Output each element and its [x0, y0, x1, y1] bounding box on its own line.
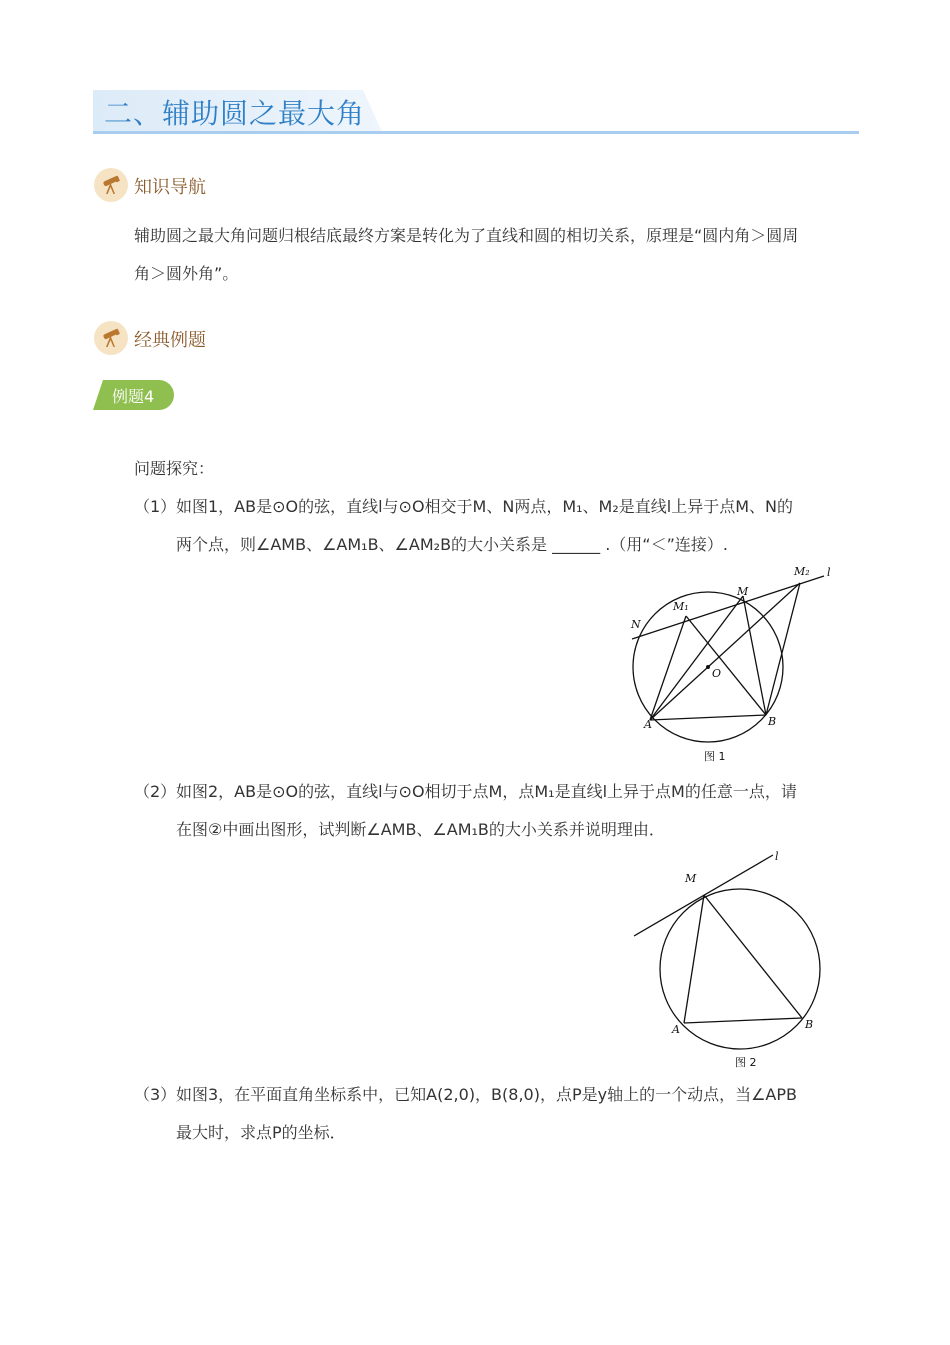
- fig1-label-b: B: [768, 715, 777, 728]
- fig1-label-a: A: [644, 718, 652, 731]
- fig1-line-l: [632, 576, 824, 639]
- problem2-number: （2）: [134, 782, 177, 801]
- nav-paragraph-line2: 角＞圆外角”。: [134, 264, 239, 283]
- fig2-caption: 图 2: [735, 1056, 757, 1069]
- figure-2-diagram: [620, 845, 850, 1075]
- section-title: 二、辅助圆之最大角: [104, 97, 366, 130]
- knowledge-nav-title: 知识导航: [134, 177, 206, 198]
- problem3-number: （3）: [134, 1085, 177, 1104]
- fig2-label-b: B: [805, 1018, 814, 1031]
- fig1-label-o: O: [712, 667, 722, 680]
- problem3-line2: 最大时，求点P的坐标．: [176, 1123, 346, 1142]
- problem1-line2: 两个点，则∠AMB、∠AM₁B、∠AM₂B的大小关系是 ______ .（用“＜”连接）.: [176, 535, 728, 554]
- figure-1-diagram: [600, 560, 860, 770]
- fig2-label-m: M: [685, 872, 697, 885]
- problem2-line2: 在图②中画出图形，试判断∠AMB、∠AM₁B的大小关系并说明理由．: [176, 820, 665, 839]
- fig1-label-m2: M₂: [794, 565, 810, 578]
- fig2-circle: [660, 889, 820, 1049]
- telescope-icon: [94, 168, 128, 202]
- example-badge-label: 例题4: [112, 387, 155, 406]
- problem1-number: （1）: [134, 497, 177, 516]
- telescope-icon: [94, 321, 128, 355]
- fig1-label-m1: M₁: [673, 600, 689, 613]
- fig2-label-l: l: [775, 850, 779, 863]
- problem1-line1: 如图1，AB是⊙O的弦，直线l与⊙O相交于M、N两点，M₁、M₂是直线l上异于点M、N的: [176, 497, 793, 516]
- problem2-line1: 如图2，AB是⊙O的弦，直线l与⊙O相切于点M，点M₁是直线l上异于点M的任意一点，请: [176, 782, 797, 801]
- problem3-line1: 如图3，在平面直角坐标系中，已知A(2,0)，B(8,0)，点P是y轴上的一个动点，当∠APB: [176, 1085, 797, 1104]
- nav-paragraph-line1: 辅助圆之最大角问题归根结底最终方案是转化为了直线和圆的相切关系，原理是“圆内角＞圆周: [134, 226, 799, 245]
- fig1-label-m: M: [737, 585, 749, 598]
- fig1-caption: 图 1: [704, 750, 726, 763]
- problem-intro: 问题探究：: [134, 459, 215, 478]
- fig2-label-a: A: [672, 1023, 680, 1036]
- examples-title: 经典例题: [134, 330, 206, 351]
- fig1-label-l: l: [827, 566, 831, 579]
- fig1-label-n: N: [631, 618, 641, 631]
